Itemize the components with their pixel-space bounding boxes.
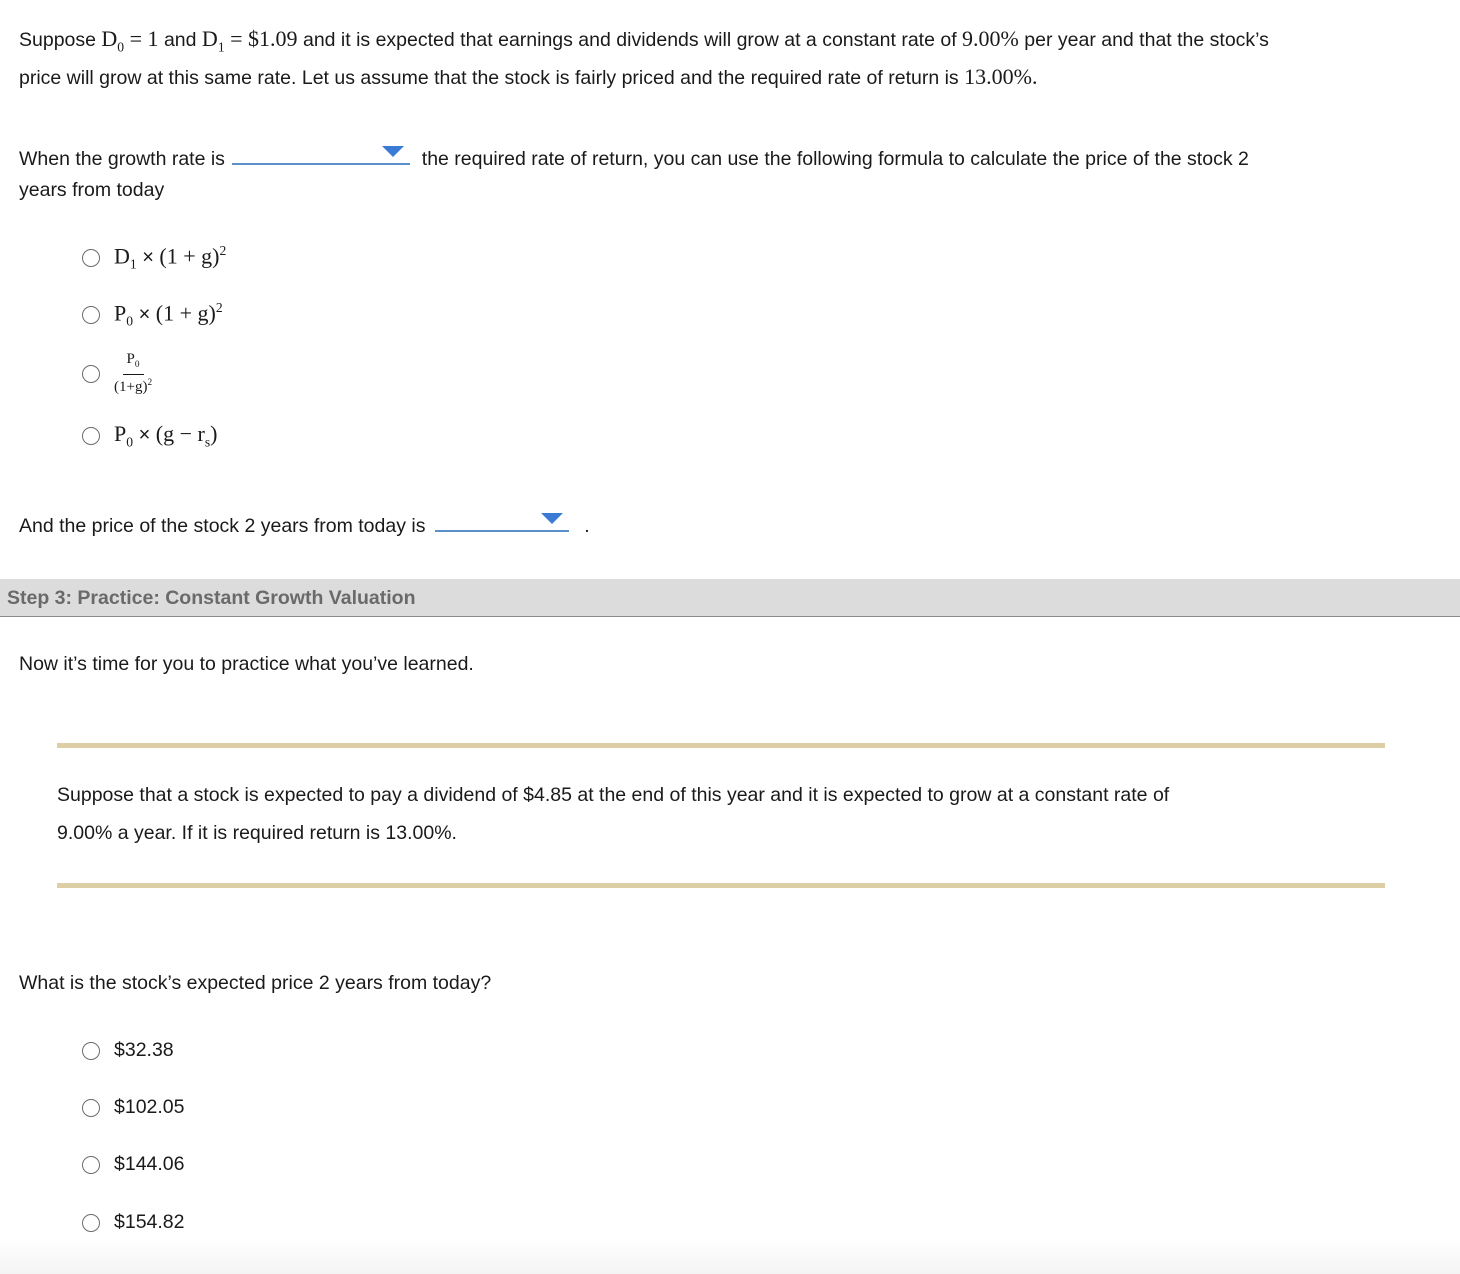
intro-line-1 (19, 26, 1269, 55)
radio-button[interactable] (82, 1214, 100, 1232)
intro-text: price will grow at this same rate. Let us assume that the stock is fairly priced and the required rate of return is (19, 67, 959, 89)
formula-option-1[interactable] (82, 243, 226, 273)
problem-text-line-1: Suppose that a stock is expected to pay a dividend of $4.85 at the end of this year and it is expected to grow at a constant rate of (57, 784, 1170, 806)
question-text: . (584, 515, 590, 537)
problem-text-line-2: 9.00% a year. If it is required return is 13.00%. (57, 822, 457, 844)
formula-option-4[interactable] (82, 421, 217, 450)
intro-line-2: price will grow at this same rate. Let us assume that the stock is fairly priced and the required rate of return is 13.00%. (19, 64, 1038, 89)
formula-option-2[interactable] (82, 300, 223, 330)
growth-comparison-dropdown[interactable] (232, 141, 410, 165)
radio-button[interactable] (82, 365, 100, 383)
radio-button[interactable] (82, 1099, 100, 1117)
formula-fraction (114, 352, 152, 395)
step-header-title: Step 3: Practice: Constant Growth Valuation (7, 587, 416, 609)
bottom-fade (0, 1238, 1460, 1274)
dropdown-caret-icon (541, 513, 563, 524)
formula-label: $D_1 \times (1 + g)^2$ (114, 243, 227, 272)
question-text: the required rate of return, you can use the following formula to calculate the price of the stock 2 (421, 148, 1249, 170)
intro-text: and (163, 29, 197, 51)
dropdown-caret-icon (382, 146, 404, 157)
problem-bottom-rule (57, 883, 1385, 888)
fraction-numerator: $P_0$ (123, 352, 144, 375)
d1-term: $D_1$ = $1.09 (201, 26, 298, 55)
radio-button[interactable] (82, 1156, 100, 1174)
formula-label: $P_0 \times (g - r_s)$ (114, 421, 218, 450)
growth-comparison-question (19, 141, 1249, 171)
price-question (19, 508, 590, 538)
answer-option-4[interactable] (82, 1211, 185, 1234)
question-text: When the growth rate is (19, 148, 225, 170)
question-text: And the price of the stock 2 years from today is (19, 515, 426, 537)
growth-rate-value: 9.00% (962, 26, 1019, 51)
intro-text: per year and that the stock’s (1024, 29, 1269, 51)
answer-label: $144.06 (114, 1153, 185, 1175)
radio-button[interactable] (82, 306, 100, 324)
price-dropdown[interactable] (435, 508, 569, 532)
practice-question: What is the stock’s expected price 2 years from today? (19, 972, 492, 994)
question-text-continued: years from today (19, 179, 165, 201)
fraction-denominator: $(1+g)^2$ (114, 378, 153, 396)
radio-button[interactable] (82, 1042, 100, 1060)
answer-label: $154.82 (114, 1211, 185, 1233)
formula-label: $P_0 \times (1 + g)^2$ (114, 300, 223, 329)
intro-text: and it is expected that earnings and dividends will grow at a constant rate of (302, 29, 957, 51)
d0-term: $D_0 = 1$ (101, 26, 159, 55)
intro-text: Suppose (19, 29, 96, 51)
practice-intro: Now it’s time for you to practice what you’ve learned. (19, 653, 474, 675)
answer-label: $102.05 (114, 1096, 185, 1118)
answer-option-2[interactable] (82, 1096, 185, 1119)
radio-button[interactable] (82, 249, 100, 267)
step-header-bar (0, 579, 1460, 617)
answer-option-3[interactable] (82, 1153, 185, 1176)
radio-button[interactable] (82, 427, 100, 445)
required-rate-value: 13.00% (964, 64, 1032, 89)
problem-top-rule (57, 743, 1385, 748)
formula-option-3[interactable] (82, 352, 152, 395)
answer-option-1[interactable] (82, 1039, 174, 1062)
answer-label: $32.38 (114, 1039, 174, 1061)
